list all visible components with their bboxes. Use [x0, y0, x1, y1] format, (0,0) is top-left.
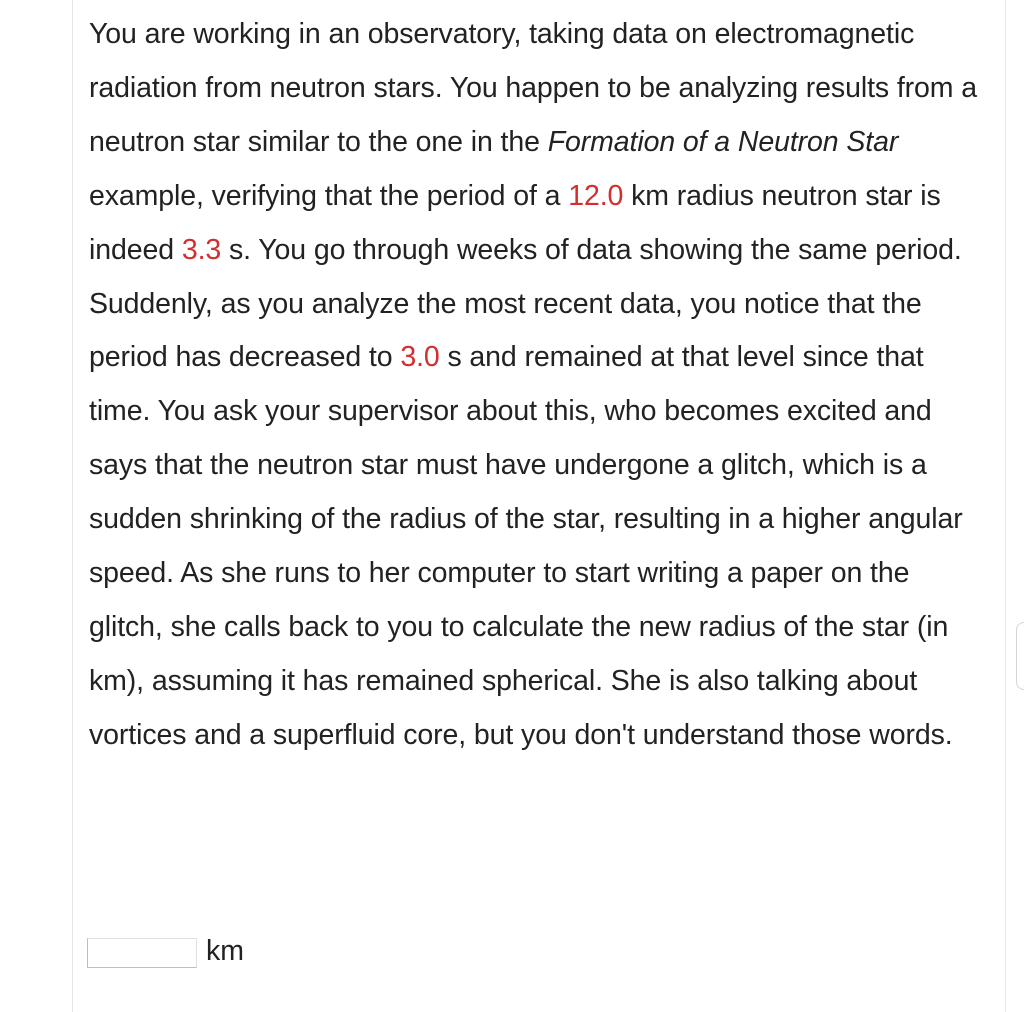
side-scroll-handle[interactable] [1016, 622, 1024, 690]
new-period-value: 3.0 [400, 341, 440, 374]
answer-unit-label: km [206, 934, 244, 967]
radius-answer-input[interactable] [87, 938, 197, 968]
question-text-part-1: You are working in an observatory, taking data on electromagnetic radiation from neutron stars. You happen to be analyzing results from a neutron star similar to the one in the [89, 18, 978, 158]
question-text [89, 8, 989, 763]
question-text-part-5: s and remained at that level since that time. You ask your supervisor about this, who becomes excited and says that the neutron star must have undergone a glitch, which is a sudden shrinking of the radius of the star, resulting in a higher angular speed. As she runs to her computer to start writing a paper on the glitch, she calls back to you to calculate the new radius of the star (in km), assuming it has remained spherical. She is also talking about vortices and a superfluid core, but you don't understand those words. [89, 341, 963, 751]
radius-value: 12.0 [568, 179, 624, 212]
example-title: Formation of a Neutron Star [547, 125, 899, 158]
period-value: 3.3 [181, 233, 222, 266]
answer-row [87, 936, 244, 970]
question-text-part-3: km radius neutron star is indeed [89, 179, 941, 266]
question-text-part-2: example, verifying that the period of a [89, 179, 569, 212]
question-text-part-4: s. You go through weeks of data showing the same period. Suddenly, as you analyze the most recent data, you notice that the period has decreased to [89, 233, 962, 374]
